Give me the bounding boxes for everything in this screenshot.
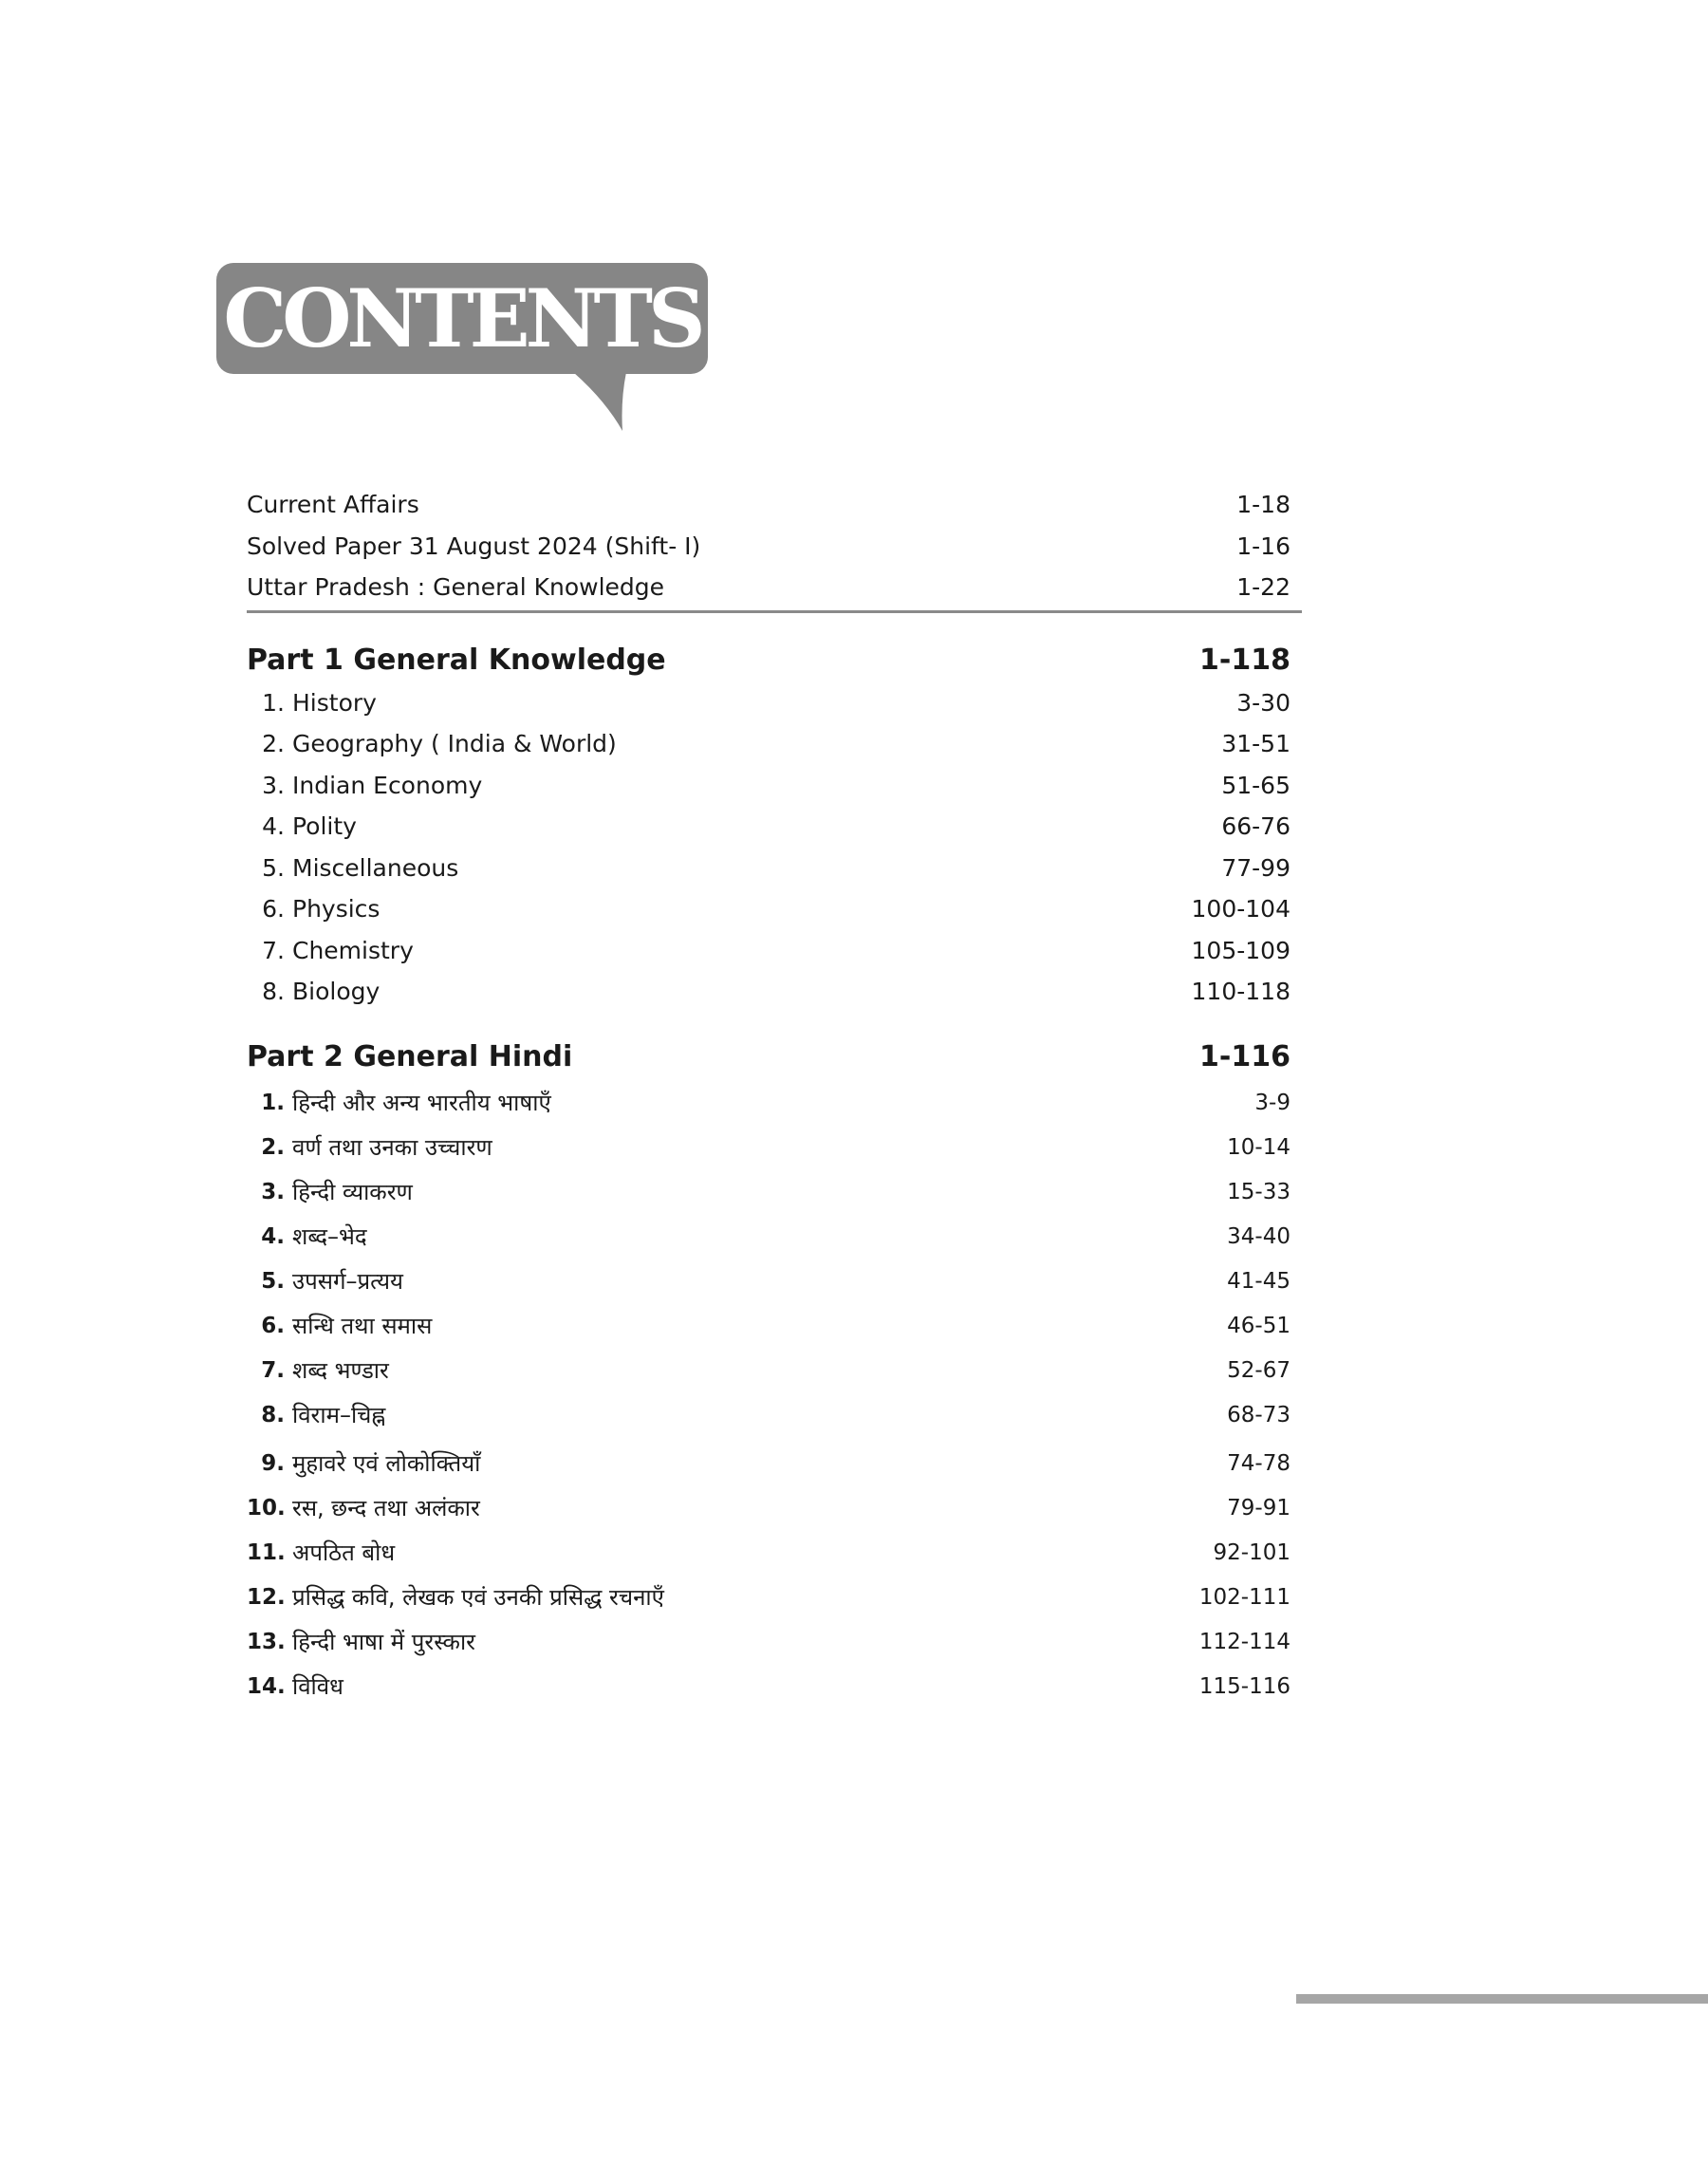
chapter-number: 2. xyxy=(261,1135,285,1160)
chapter-title: हिन्दी भाषा में पुरस्कार xyxy=(292,1629,475,1655)
toc-item-label: Uttar Pradesh : General Knowledge xyxy=(247,573,665,601)
chapter-number: 4. xyxy=(262,812,285,840)
chapter-number: 9. xyxy=(261,1451,285,1476)
toc-chapter[interactable] xyxy=(247,889,1290,929)
toc-chapter[interactable] xyxy=(247,1261,1290,1301)
chapter-title: सन्धि तथा समास xyxy=(292,1313,433,1339)
toc-chapter[interactable] xyxy=(247,1351,1290,1390)
toc-item-pages: 1-18 xyxy=(1236,491,1290,518)
toc-chapter[interactable] xyxy=(247,1622,1290,1662)
toc-chapter[interactable] xyxy=(247,1083,1290,1123)
part-heading-label: Part 1 General Knowledge xyxy=(247,644,666,677)
chapter-pages: 46-51 xyxy=(1227,1314,1290,1338)
chapter-title: अपठित बोध xyxy=(292,1539,396,1566)
toc-item-solved-paper[interactable] xyxy=(247,527,1290,567)
toc-chapter[interactable] xyxy=(247,1128,1290,1167)
toc-chapter[interactable] xyxy=(247,766,1290,806)
chapter-pages: 100-104 xyxy=(1191,895,1290,923)
chapter-number: 8. xyxy=(261,1403,285,1427)
toc-chapter[interactable] xyxy=(247,683,1290,723)
toc-chapter[interactable] xyxy=(247,1217,1290,1257)
chapter-pages: 41-45 xyxy=(1227,1269,1290,1294)
toc-chapter[interactable] xyxy=(247,1533,1290,1573)
chapter-number: 8. xyxy=(262,978,285,1005)
toc-chapter[interactable] xyxy=(247,849,1290,888)
chapter-number: 6. xyxy=(261,1314,285,1338)
chapter-number: 5. xyxy=(261,1269,285,1294)
chapter-number: 12. xyxy=(247,1585,286,1610)
chapter-pages: 10-14 xyxy=(1227,1135,1290,1160)
chapter-number: 1. xyxy=(261,1091,285,1115)
chapter-number: 7. xyxy=(262,937,285,964)
part-heading-general-hindi[interactable] xyxy=(247,1035,1290,1080)
chapter-pages: 15-33 xyxy=(1227,1180,1290,1204)
chapter-number: 4. xyxy=(261,1224,285,1249)
toc-chapter[interactable] xyxy=(247,1306,1290,1346)
toc-chapter[interactable] xyxy=(247,724,1290,764)
chapter-title: मुहावरे एवं लोकोक्तियाँ xyxy=(292,1450,481,1477)
chapter-title: Biology xyxy=(292,978,381,1005)
page-footer-bar xyxy=(1296,1994,1708,2004)
toc-chapter[interactable] xyxy=(247,1577,1290,1617)
toc-chapter[interactable] xyxy=(247,807,1290,847)
contents-banner xyxy=(216,263,708,374)
chapter-number: 6. xyxy=(262,895,285,923)
chapter-number: 3. xyxy=(262,772,285,799)
chapter-title: Physics xyxy=(292,895,381,923)
toc-chapter[interactable] xyxy=(247,931,1290,971)
chapter-title: Indian Economy xyxy=(292,772,483,799)
chapter-title: प्रसिद्ध कवि, लेखक एवं उनकी प्रसिद्ध रचनाएँ xyxy=(292,1584,664,1611)
toc-chapter[interactable] xyxy=(247,1488,1290,1528)
chapter-pages: 92-101 xyxy=(1213,1540,1290,1565)
chapter-title: उपसर्ग–प्रत्यय xyxy=(292,1268,403,1295)
chapter-pages: 51-65 xyxy=(1221,772,1290,799)
chapter-title: शब्द भण्डार xyxy=(292,1357,389,1384)
chapter-number: 3. xyxy=(261,1180,285,1204)
chapter-pages: 77-99 xyxy=(1221,854,1290,882)
chapter-title: हिन्दी व्याकरण xyxy=(292,1179,413,1205)
chapter-pages: 112-114 xyxy=(1198,1630,1290,1654)
chapter-pages: 115-116 xyxy=(1198,1674,1290,1699)
speech-bubble-tail xyxy=(573,372,626,431)
chapter-pages: 52-67 xyxy=(1227,1358,1290,1383)
chapter-title: विविध xyxy=(292,1673,343,1700)
chapter-title: Geography ( India & World) xyxy=(292,730,617,757)
chapter-number: 7. xyxy=(261,1358,285,1383)
toc-item-current-affairs[interactable] xyxy=(247,485,1290,525)
chapter-number: 2. xyxy=(262,730,285,757)
chapter-pages: 68-73 xyxy=(1227,1403,1290,1427)
page-title: CONTENTS xyxy=(223,271,701,365)
toc-item-label: Solved Paper 31 August 2024 (Shift- I) xyxy=(247,532,701,560)
chapter-number: 5. xyxy=(262,854,285,882)
chapter-pages: 102-111 xyxy=(1198,1585,1290,1610)
chapter-title: विराम–चिह्न xyxy=(292,1402,386,1428)
chapter-number: 1. xyxy=(262,689,285,717)
toc-chapter[interactable] xyxy=(247,1444,1290,1483)
chapter-title: Polity xyxy=(292,812,357,840)
part-heading-general-knowledge[interactable] xyxy=(247,638,1290,683)
section-divider xyxy=(247,610,1302,613)
toc-chapter[interactable] xyxy=(247,1395,1290,1435)
chapter-number: 13. xyxy=(247,1630,286,1654)
chapter-pages: 34-40 xyxy=(1227,1224,1290,1249)
chapter-pages: 74-78 xyxy=(1227,1451,1290,1476)
part-heading-label: Part 2 General Hindi xyxy=(247,1040,573,1073)
toc-item-up-gk[interactable] xyxy=(247,568,1290,607)
toc-chapter[interactable] xyxy=(247,972,1290,1012)
part-heading-pages: 1-118 xyxy=(1199,644,1290,677)
chapter-pages: 110-118 xyxy=(1191,978,1290,1005)
chapter-pages: 79-91 xyxy=(1227,1496,1290,1521)
chapter-pages: 3-9 xyxy=(1254,1091,1290,1115)
chapter-number: 14. xyxy=(247,1674,286,1699)
chapter-title: रस, छन्द तथा अलंकार xyxy=(292,1495,480,1521)
toc-item-label: Current Affairs xyxy=(247,491,419,518)
toc-item-pages: 1-16 xyxy=(1236,532,1290,560)
chapter-title: Chemistry xyxy=(292,937,414,964)
toc-chapter[interactable] xyxy=(247,1172,1290,1212)
part-heading-pages: 1-116 xyxy=(1199,1040,1290,1073)
chapter-title: Miscellaneous xyxy=(292,854,459,882)
chapter-title: वर्ण तथा उनका उच्चारण xyxy=(292,1134,492,1161)
chapter-title: शब्द–भेद xyxy=(292,1223,367,1250)
chapter-pages: 66-76 xyxy=(1221,812,1290,840)
chapter-title: History xyxy=(292,689,377,717)
toc-chapter[interactable] xyxy=(247,1667,1290,1707)
chapter-pages: 105-109 xyxy=(1191,937,1290,964)
chapter-number: 11. xyxy=(247,1540,286,1565)
chapter-pages: 31-51 xyxy=(1221,730,1290,757)
chapter-number: 10. xyxy=(247,1496,286,1521)
chapter-pages: 3-30 xyxy=(1236,689,1290,717)
chapter-title: हिन्दी और अन्य भारतीय भाषाएँ xyxy=(292,1090,551,1116)
toc-item-pages: 1-22 xyxy=(1236,573,1290,601)
